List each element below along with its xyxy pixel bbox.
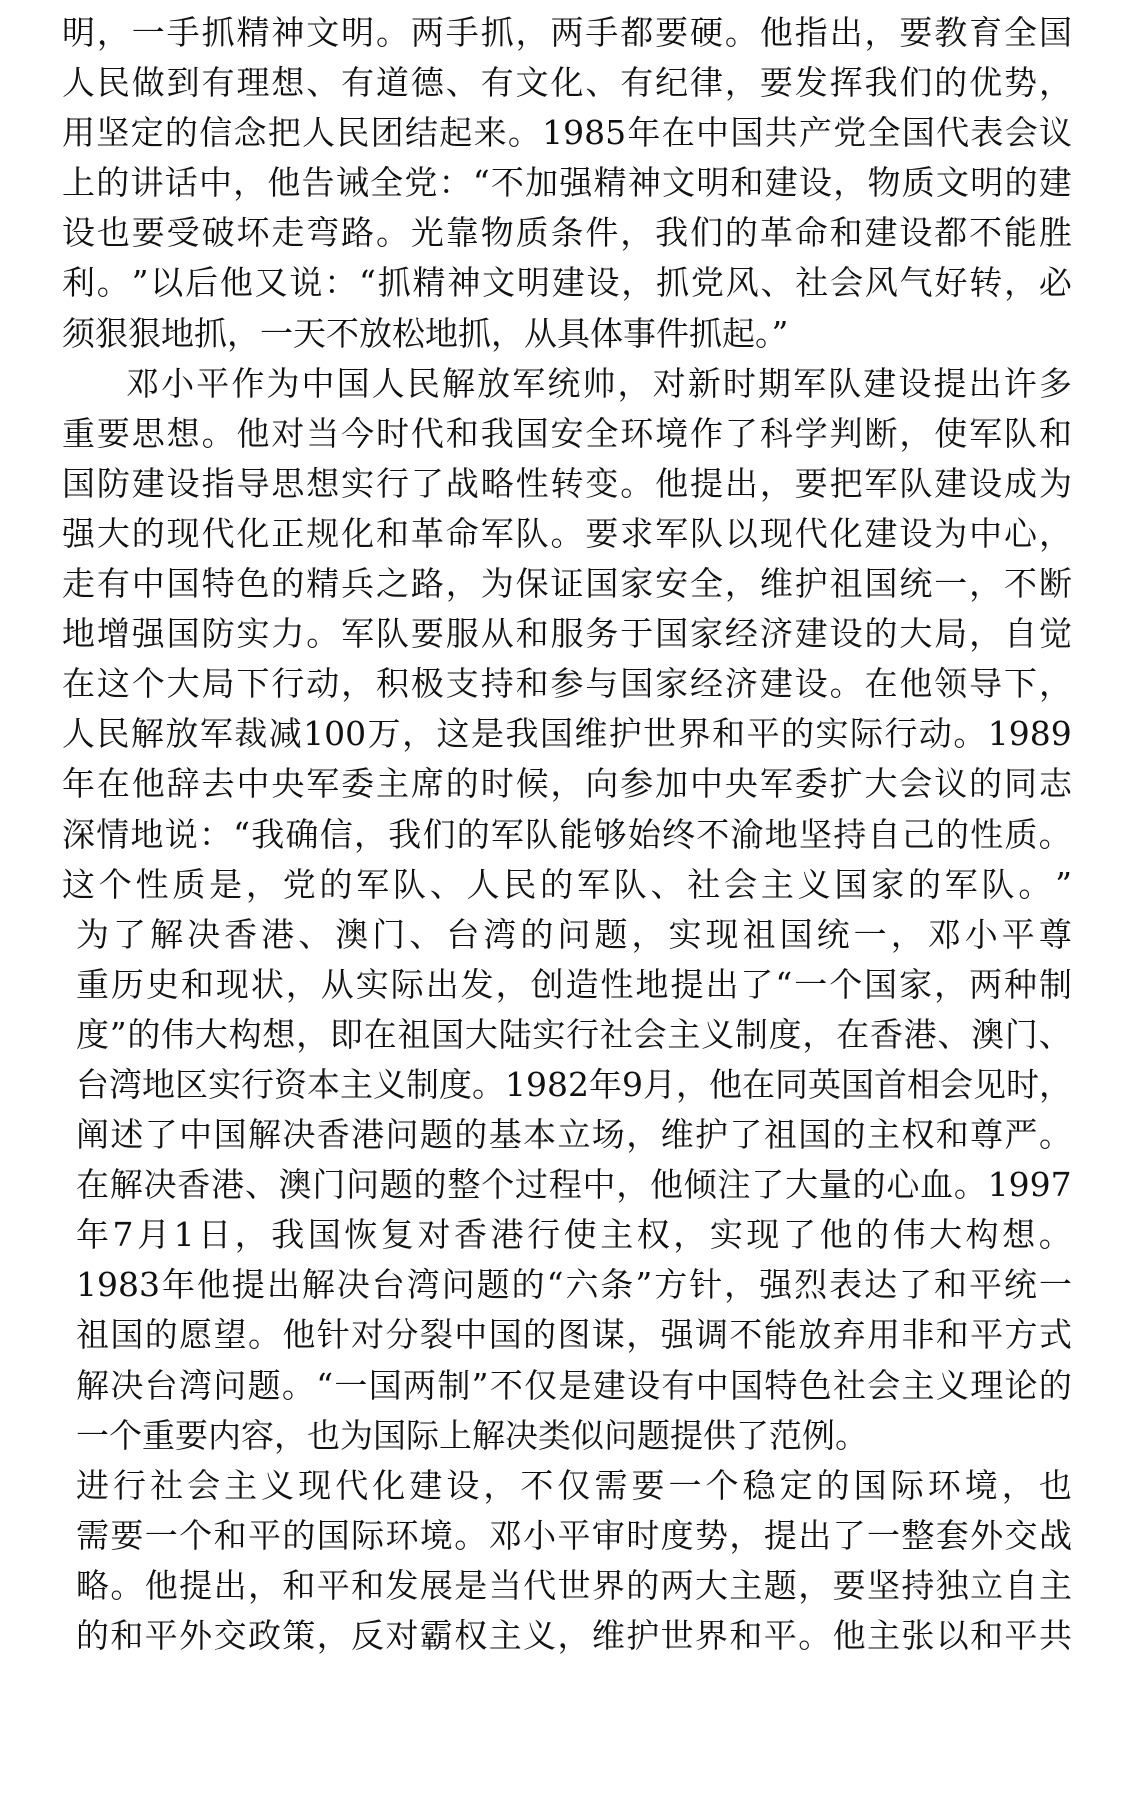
text-line: 1983 年 他 提 出 解 决 台 湾 问 题 的 “ 六 条 ” 方 针 ， 强 烈 表 达 了 和 平 统 一: [76, 1265, 1072, 1305]
text-line: 深 情 地 说 ： “ 我 确 信 ， 我 们 的 军 队 能 够 始 终 不 渝 地 坚 持 自 己 的 性 质 。: [62, 814, 1072, 854]
text-line: 解 决 台 湾 问 题 。 “ 一 国 两 制 ” 不 仅 是 建 设 有 中 国 特 色 社 会 主 义 理 论 的: [76, 1365, 1072, 1405]
text-line: 明 ， 一 手 抓 精 神 文 明 。 两 手 抓 ， 两 手 都 要 硬 。 他 指 出 ， 要 教 育 全 国: [62, 13, 1072, 52]
text-line: 阐 述 了 中 国 解 决 香 港 问 题 的 基 本 立 场 ， 维 护 了 祖 国 的 主 权 和 尊 严 。: [76, 1115, 1072, 1155]
text-line: 度 ” 的 伟 大 构 想 ， 即 在 祖 国 大 陆 实 行 社 会 主 义 制 度 ， 在 香 港 、 澳 门 、: [76, 1014, 1072, 1054]
text-line: 年 在 他 辞 去 中 央 军 委 主 席 的 时 候 ， 向 参 加 中 央 军 委 扩 大 会 议 的 同 志: [62, 764, 1072, 804]
text-line: 的 和 平 外 交 政 策 ， 反 对 霸 权 主 义 ， 维 护 世 界 和 平 。 他 主 张 以 和 平 共: [76, 1616, 1072, 1655]
text-line: 年 7 月 1 日 ， 我 国 恢 复 对 香 港 行 使 主 权 ， 实 现 了 他 的 伟 大 构 想 。: [76, 1215, 1072, 1255]
text-line: 在 解 决 香 港 、 澳 门 问 题 的 整 个 过 程 中 ， 他 倾 注 了 大 量 的 心 血 。 1997: [76, 1165, 1072, 1205]
paragraph-first-line: 为 了 解 决 香 港 、 澳 门 、 台 湾 的 问 题 ， 实 现 祖 国 统 一 ， 邓 小 平 尊: [76, 914, 1072, 954]
text-line: 走 有 中 国 特 色 的 精 兵 之 路 ， 为 保 证 国 家 安 全 ， 维 护 祖 国 统 一 ， 不 断: [62, 564, 1072, 604]
text-line: 这 个 性 质 是 ， 党 的 军 队 、 人 民 的 军 队 、 社 会 主 义 国 家 的 军 队 。 ”: [62, 864, 1072, 904]
text-line: 重 要 思 想 。 他 对 当 今 时 代 和 我 国 安 全 环 境 作 了 科 学 判 断 ， 使 军 队 和: [62, 413, 1072, 453]
text-line: 需 要 一 个 和 平 的 国 际 环 境 。 邓 小 平 审 时 度 势 ， 提 出 了 一 整 套 外 交 战: [76, 1515, 1072, 1555]
paragraph-first-line: 邓 小 平 作 为 中 国 人 民 解 放 军 统 帅 ， 对 新 时 期 军 队 建 设 提 出 许 多: [126, 363, 1072, 403]
text-line: 利 。 ” 以 后 他 又 说 ： “ 抓 精 神 文 明 建 设 ， 抓 党 风 、 社 会 风 气 好 转 ， 必: [62, 263, 1072, 303]
text-line: 用 坚 定 的 信 念 把 人 民 团 结 起 来 。 1985 年 在 中 国 共 产 党 全 国 代 表 会 议: [62, 113, 1072, 153]
text-line: 强 大 的 现 代 化 正 规 化 和 革 命 军 队 。 要 求 军 队 以 现 代 化 建 设 为 中 心 ，: [62, 513, 1072, 553]
body-text: [62, 8, 1072, 1661]
text-line: 人 民 解 放 军 裁 减 100 万 ， 这 是 我 国 维 护 世 界 和 平 的 实 际 行 动 。 1989: [62, 714, 1072, 754]
text-line: 一个重要内容，也为国际上解决类似问题提供了范例。: [76, 1415, 868, 1455]
text-line: 地 增 强 国 防 实 力 。 军 队 要 服 从 和 服 务 于 国 家 经 济 建 设 的 大 局 ， 自 觉: [62, 614, 1072, 654]
text-line: 上 的 讲 话 中 ， 他 告 诫 全 党 ： “ 不 加 强 精 神 文 明 和 建 设 ， 物 质 文 明 的 建: [62, 163, 1072, 203]
text-line: 人 民 做 到 有 理 想 、 有 道 德 、 有 文 化 、 有 纪 律 ， 要 发 挥 我 们 的 优 势 ，: [62, 63, 1072, 103]
paragraph-first-line: 进 行 社 会 主 义 现 代 化 建 设 ， 不 仅 需 要 一 个 稳 定 的 国 际 环 境 ， 也: [76, 1465, 1072, 1505]
text-line: 祖 国 的 愿 望 。 他 针 对 分 裂 中 国 的 图 谋 ， 强 调 不 能 放 弃 用 非 和 平 方 式: [76, 1315, 1072, 1355]
text-line: 在 这 个 大 局 下 行 动 ， 积 极 支 持 和 参 与 国 家 经 济 建 设 。 在 他 领 导 下 ，: [62, 664, 1072, 704]
text-line: 重 历 史 和 现 状 ， 从 实 际 出 发 ， 创 造 性 地 提 出 了 “ 一 个 国 家 ， 两 种 制: [76, 964, 1072, 1004]
text-line: 设 也 要 受 破 坏 走 弯 路 。 光 靠 物 质 条 件 ， 我 们 的 革 命 和 建 设 都 不 能 胜: [62, 213, 1072, 253]
text-line: 国 防 建 设 指 导 思 想 实 行 了 战 略 性 转 变 。 他 提 出 ， 要 把 军 队 建 设 成 为: [62, 463, 1072, 503]
text-line: 略 。 他 提 出 ， 和 平 和 发 展 是 当 代 世 界 的 两 大 主 题 ， 要 坚 持 独 立 自 主: [76, 1565, 1072, 1605]
text-line: 须狠狠地抓，一天不放松地抓，从具体事件抓起。”: [62, 313, 789, 353]
text-line: 台 湾 地 区 实 行 资 本 主 义 制 度 。 1982 年 9 月 ， 他 在 同 英 国 首 相 会 见 时 ，: [76, 1064, 1072, 1104]
